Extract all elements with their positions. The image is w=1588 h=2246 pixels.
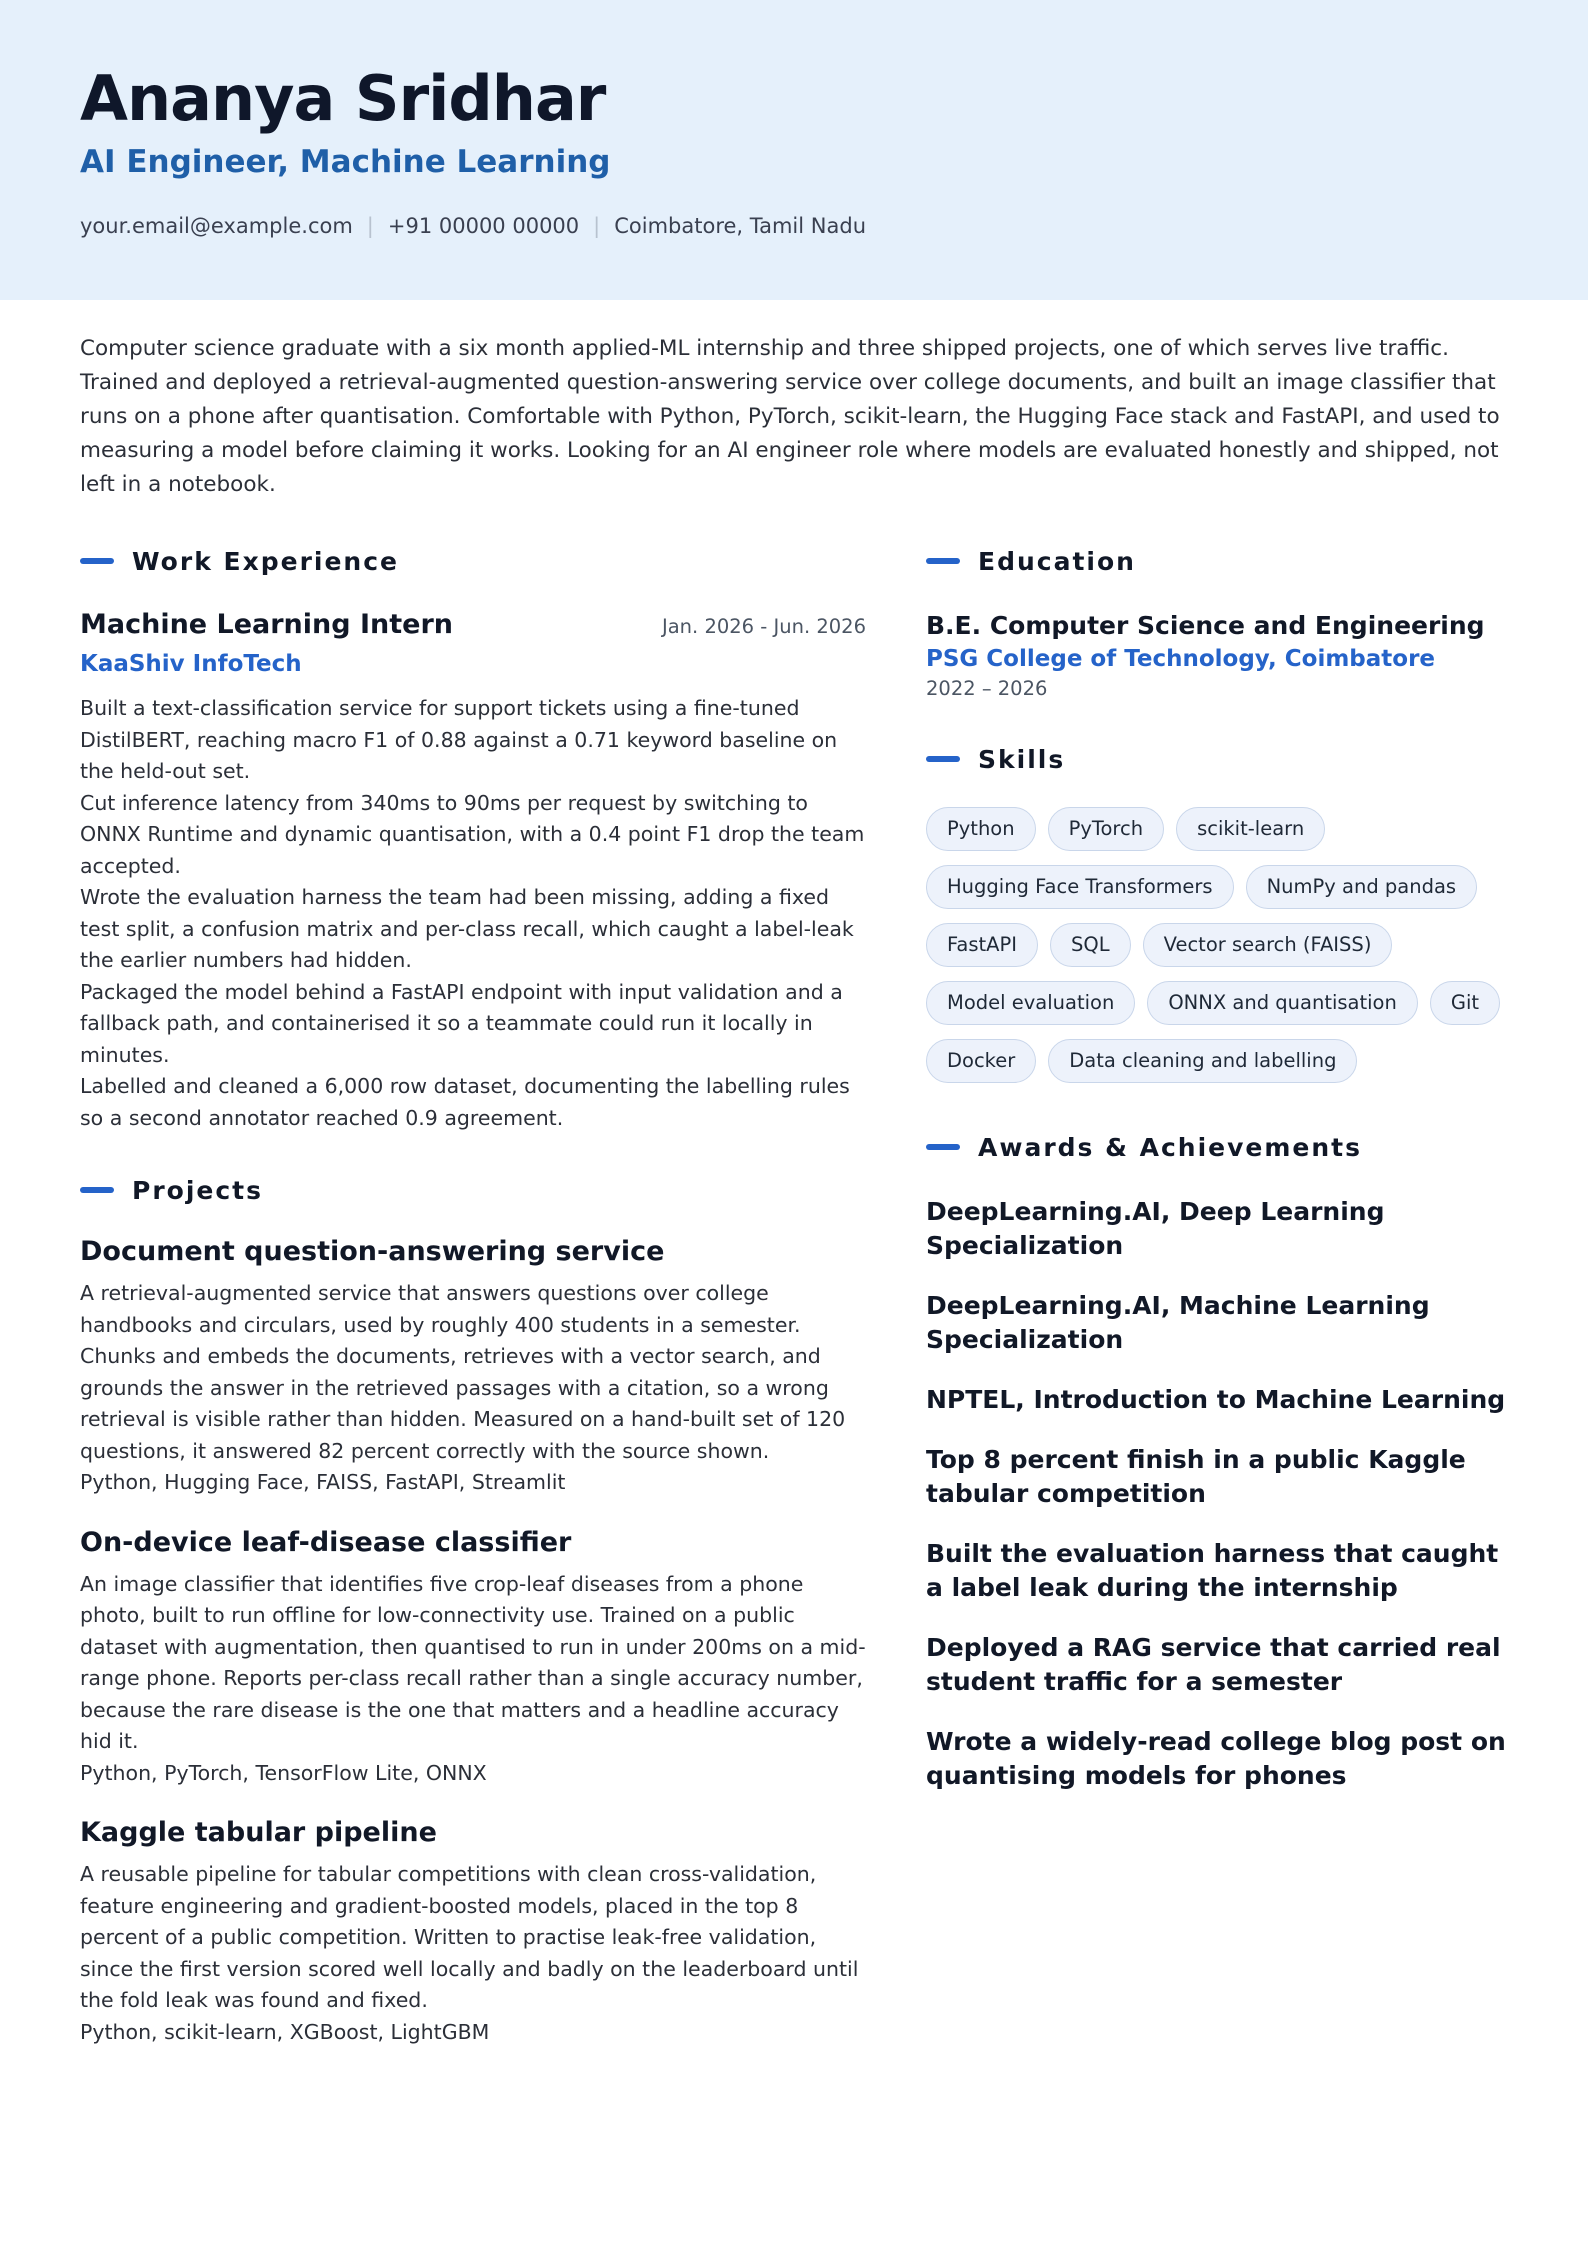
section-title-text: Awards & Achievements xyxy=(978,1132,1363,1162)
skill-chip: Python xyxy=(926,807,1036,851)
resume-header xyxy=(0,0,1588,300)
skill-chip: FastAPI xyxy=(926,923,1038,967)
project-description: A retrieval-augmented service that answers questions over college handbooks and circulars, used by roughly 400 students in a semester. Chunks and embeds the documents, retrieves with a vector search, and grounds the answer in the retrieved passages with a citation, so a wrong retrieval is visible rather than hidden. Measured on a hand-built set of 120 questions, it answered 82 percent correctly with the source shown. xyxy=(80,1281,846,1463)
left-column xyxy=(80,543,866,2048)
project-tech-stack: Python, Hugging Face, FAISS, FastAPI, Streamlit xyxy=(80,1470,566,1494)
awards-section xyxy=(926,1129,1516,1793)
right-column xyxy=(926,543,1516,1793)
section-accent-bar xyxy=(926,756,960,762)
section-title-text: Projects xyxy=(132,1175,264,1205)
skill-chip: Vector search (FAISS) xyxy=(1143,923,1393,967)
project-description: An image classifier that identifies five crop-leaf diseases from a phone photo, built to run offline for low-connectivity use. Trained on a public dataset with augmentation, then quantised to run in under 200ms on a mid-range phone. Reports per-class recall rather than a single accuracy number, because the rare disease is the one that matters and a headline accuracy hid it. xyxy=(80,1571,866,1753)
projects-section xyxy=(80,1172,866,2048)
section-title-text: Education xyxy=(978,546,1136,576)
award-item: Wrote a widely-read college blog post on quantising models for phones xyxy=(926,1727,1506,1790)
contact-line xyxy=(80,214,866,238)
work-experience-section xyxy=(80,543,866,1134)
skill-chip: Data cleaning and labelling xyxy=(1048,1039,1357,1083)
job-dates: Jan. 2026 - Jun. 2026 xyxy=(661,615,866,638)
job-bullets xyxy=(80,693,866,1134)
project-tech-stack: Python, PyTorch, TensorFlow Lite, ONNX xyxy=(80,1760,487,1785)
award-list xyxy=(926,1195,1516,1793)
education-years: 2022 – 2026 xyxy=(926,677,1048,700)
skill-chip: Git xyxy=(1430,981,1500,1025)
skill-chip: PyTorch xyxy=(1048,807,1165,851)
award-item: Built the evaluation harness that caught a label leak during the internship xyxy=(926,1539,1499,1602)
section-title-text: Work Experience xyxy=(132,546,399,576)
section-title-text: Skills xyxy=(978,744,1066,774)
job-bullet: Labelled and cleaned a 6,000 row dataset, documenting the labelling rules so a second annotator reached 0.9 agreement. xyxy=(80,1074,850,1130)
skill-chip: SQL xyxy=(1050,923,1131,967)
skill-chip: ONNX and quantisation xyxy=(1147,981,1418,1025)
skill-chip: Model evaluation xyxy=(926,981,1135,1025)
section-accent-bar xyxy=(80,1187,114,1193)
professional-summary: Computer science graduate with a six month applied-ML internship and three shipped projects, one of which serves live traffic. Trained and deployed a retrieval-augmented question-answering service over college documents, and built an image classifier that runs on a phone after quantisation. Comfortable with Python, PyTorch, scikit-learn, the Hugging Face stack and FastAPI, and used to measuring a model before claiming it works. Looking for an AI engineer role where models are evaluated honestly and shipped, not left in a notebook. xyxy=(80,336,1500,497)
skills-section xyxy=(926,741,1516,1083)
project-item xyxy=(80,1815,866,2048)
job-company: KaaShiv InfoTech xyxy=(80,651,302,677)
candidate-role: AI Engineer, Machine Learning xyxy=(80,144,611,180)
project-list xyxy=(80,1234,866,2048)
contact-email[interactable]: your.email@example.com xyxy=(80,214,353,238)
section-accent-bar xyxy=(926,1144,960,1150)
education-school: PSG College of Technology, Coimbatore xyxy=(926,646,1436,672)
award-item: DeepLearning.AI, Deep Learning Specialization xyxy=(926,1197,1385,1260)
skill-chip: Hugging Face Transformers xyxy=(926,865,1234,909)
award-item: NPTEL, Introduction to Machine Learning xyxy=(926,1385,1506,1414)
project-title: Kaggle tabular pipeline xyxy=(80,1817,437,1848)
skill-chip-list xyxy=(926,807,1516,1083)
award-item: Deployed a RAG service that carried real student traffic for a semester xyxy=(926,1633,1501,1696)
contact-phone[interactable]: +91 00000 00000 xyxy=(387,214,580,238)
contact-separator: | xyxy=(366,214,374,238)
skill-chip: scikit-learn xyxy=(1176,807,1325,851)
award-item: Top 8 percent finish in a public Kaggle tabular competition xyxy=(926,1445,1466,1508)
project-item xyxy=(80,1525,866,1790)
education-degree: B.E. Computer Science and Engineering xyxy=(926,611,1485,640)
section-title-projects xyxy=(80,1172,866,1208)
contact-separator: | xyxy=(593,214,601,238)
project-title: On-device leaf-disease classifier xyxy=(80,1526,572,1558)
education-section xyxy=(926,543,1516,703)
job-bullet: Wrote the evaluation harness the team had been missing, adding a fixed test split, a confusion matrix and per-class recall, which caught a label-leak the earlier numbers had hidden. xyxy=(80,885,854,972)
job-header xyxy=(80,609,866,643)
job-bullet: Built a text-classification service for support tickets using a fine-tuned DistilBERT, reaching macro F1 of 0.88 against a 0.71 keyword baseline on the held-out set. xyxy=(80,696,838,783)
job-bullet: Cut inference latency from 340ms to 90ms per request by switching to ONNX Runtime and dynamic quantisation, with a 0.4 point F1 drop the team accepted. xyxy=(80,790,865,878)
project-description: A reusable pipeline for tabular competitions with clean cross-validation, feature engineering and gradient-boosted models, placed in the top 8 percent of a public competition. Written to practise leak-free validation, since the first version scored well locally and badly on the leaderboard until the fold leak was found and fixed. xyxy=(80,1862,859,2012)
section-title-awards xyxy=(926,1129,1516,1165)
section-title-work-experience xyxy=(80,543,866,579)
section-title-education xyxy=(926,543,1516,579)
job-title: Machine Learning Intern xyxy=(80,609,454,640)
project-tech-stack: Python, scikit-learn, XGBoost, LightGBM xyxy=(80,2019,490,2044)
project-item xyxy=(80,1234,866,1499)
contact-location: Coimbatore, Tamil Nadu xyxy=(614,214,866,238)
job-bullet: Packaged the model behind a FastAPI endpoint with input validation and a fallback path, and containerised it so a teammate could run it locally in minutes. xyxy=(80,979,843,1067)
section-title-skills xyxy=(926,741,1516,777)
award-item: DeepLearning.AI, Machine Learning Specialization xyxy=(926,1291,1430,1354)
skill-chip: Docker xyxy=(926,1039,1036,1083)
section-accent-bar xyxy=(80,558,114,564)
project-title: Document question-answering service xyxy=(80,1236,665,1267)
section-accent-bar xyxy=(926,558,960,564)
candidate-name: Ananya Sridhar xyxy=(80,62,606,135)
skill-chip: NumPy and pandas xyxy=(1246,865,1478,909)
